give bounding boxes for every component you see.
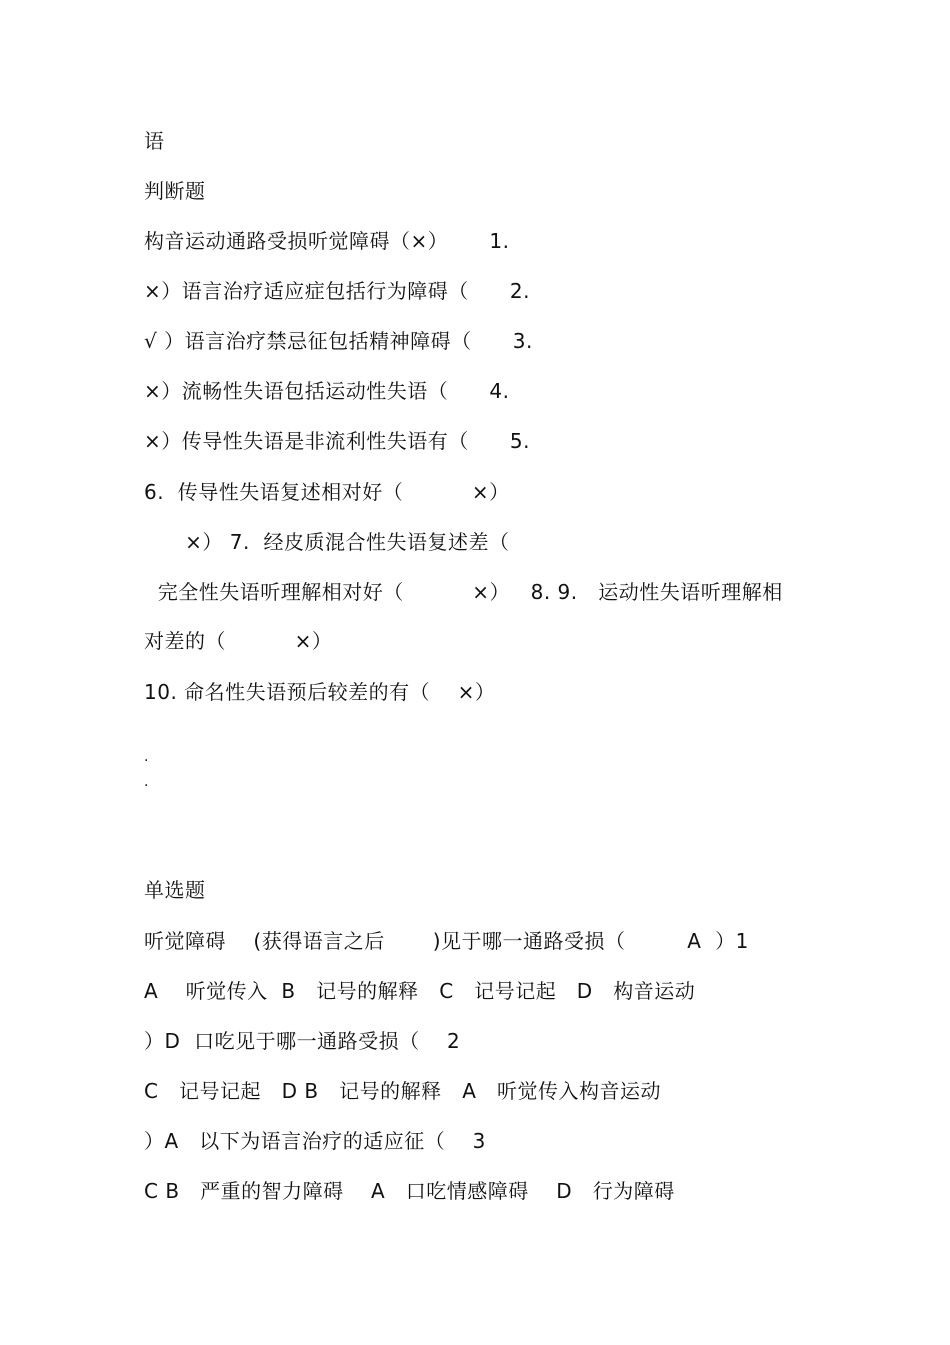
single-choice-line: ）D 口吃见于哪一通路受损（ 2 [144, 1029, 461, 1053]
single-choice-line: C B 严重的智力障碍 A 口吃情感障碍 D 行为障碍 [144, 1179, 675, 1203]
single-choice-line: A 听觉传入 B 记号的解释 C 记号记起 D 构音运动 [144, 979, 696, 1003]
single-choice-section-title: 单选题 [144, 878, 206, 902]
dot-mark: . [144, 749, 149, 765]
judgment-item: 完全性失语听理解相对好（ ×） 8. 9. 运动性失语听理解相 [144, 580, 783, 604]
judgment-section-title: 判断题 [144, 179, 206, 203]
single-choice-line: 听觉障碍 (获得语言之后 )见于哪一通路受损（ A ）1 [144, 929, 749, 953]
judgment-item: 构音运动通路受损听觉障碍（×） 1. [144, 229, 510, 253]
judgment-item: √ ）语言治疗禁忌征包括精神障碍（ 3. [144, 329, 533, 353]
judgment-item: ×）语言治疗适应症包括行为障碍（ 2. [144, 279, 530, 303]
judgment-item: ×） 7. 经皮质混合性失语复述差（ [144, 530, 510, 554]
judgment-item: 10. 命名性失语预后较差的有（ ×） [144, 680, 496, 704]
judgment-item: 6. 传导性失语复述相对好（ ×） [144, 480, 510, 504]
heading-fragment: 语 [144, 129, 165, 153]
single-choice-line: C 记号记起 D B 记号的解释 A 听觉传入构音运动 [144, 1079, 661, 1103]
single-choice-line: ）A 以下为语言治疗的适应征（ 3 [144, 1129, 486, 1153]
judgment-item: 对差的（ ×） [144, 629, 333, 653]
dot-mark: . [144, 774, 149, 790]
judgment-item: ×）流畅性失语包括运动性失语（ 4. [144, 379, 510, 403]
judgment-item: ×）传导性失语是非流利性失语有（ 5. [144, 429, 530, 453]
